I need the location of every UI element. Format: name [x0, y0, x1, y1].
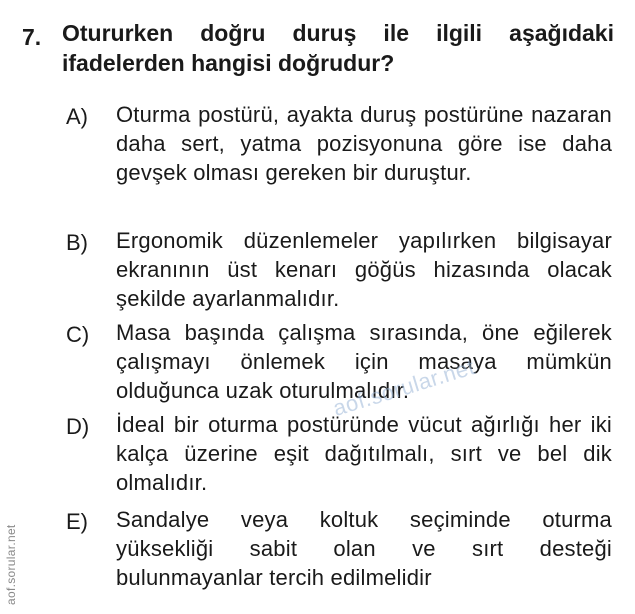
option-c-letter: C) [66, 322, 90, 347]
option-a-text: Oturma postürü, ayakta duruş postürüne nazaran daha sert, yatma pozisyonuna göre ise daha gevşek olması gereken bir duruştur. [116, 102, 612, 185]
question-text: Otururken doğru duruş ile ilgili aşağıdaki ifadelerden hangisi doğrudur? [62, 20, 614, 76]
option-c-text: Masa başında çalışma sırasında, öne eğilerek çalışmayı önlemek için masaya mümkün olduğunca uzak oturulmalıdır. [116, 320, 612, 403]
option-d-text: İdeal bir oturma postüründe vücut ağırlığı her iki kalça üzerine eşit dağıtılmalı, sırt ve bel dik olmalıdır. [116, 412, 612, 495]
option-e-letter: E) [66, 509, 88, 534]
option-b-letter: B) [66, 230, 88, 255]
option-e-text: Sandalye veya koltuk seçiminde oturma yüksekliği sabit olan ve sırt desteği bulunmayanlar tercih edilmelidir [116, 507, 612, 590]
watermark-center: aof.sorular.net [330, 354, 478, 421]
option-d-letter: D) [66, 414, 90, 439]
option-b-text: Ergonomik düzenlemeler yapılırken bilgisayar ekranının üst kenarı göğüs hizasında olacak şekilde ayarlanmalıdır. [116, 228, 612, 311]
question-number: 7. [22, 24, 42, 50]
option-a-letter: A) [66, 104, 88, 129]
watermark-side: aof.sorular.net [4, 524, 18, 605]
